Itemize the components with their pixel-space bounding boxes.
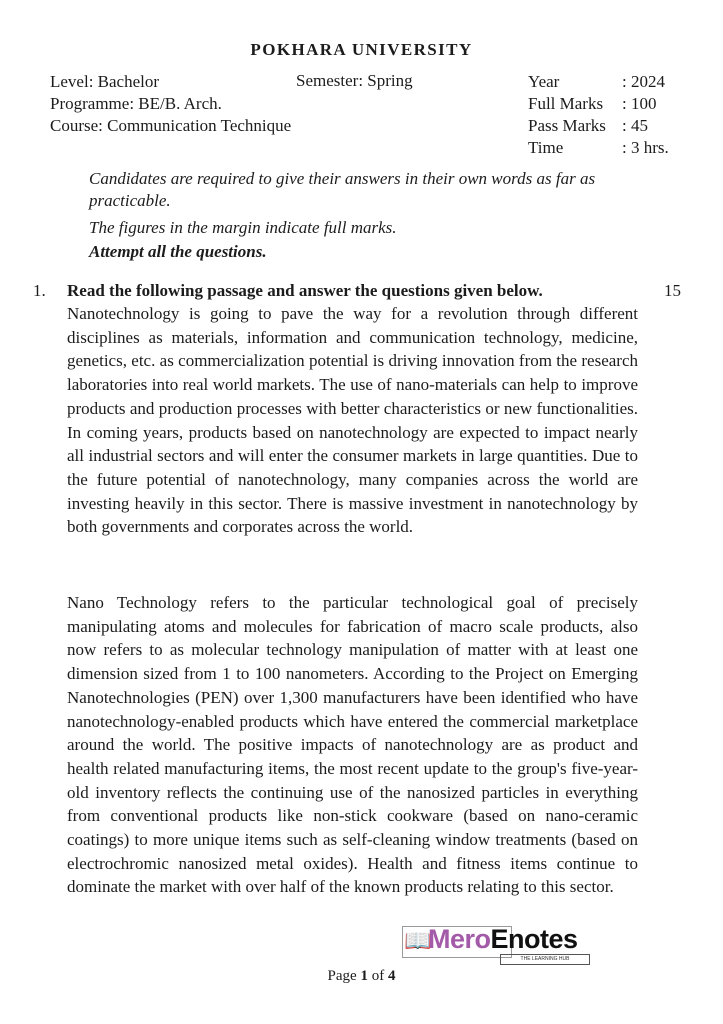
detail-key: Time xyxy=(528,138,564,157)
current-page: 1 xyxy=(360,968,368,984)
programme-label: Programme: BE/B. Arch. xyxy=(50,94,222,113)
meroenotes-watermark xyxy=(400,922,590,962)
detail-key: Year xyxy=(528,72,560,91)
instruction-own-words: Candidates are required to give their answers in their own words as far as practicable. xyxy=(89,169,596,210)
detail-key: Full Marks xyxy=(528,94,604,113)
full-marks-row xyxy=(528,93,669,115)
detail-value: : 45 xyxy=(622,116,648,135)
year-row xyxy=(528,71,669,93)
detail-key: Pass Marks xyxy=(528,116,606,135)
university-title: POKHARA UNIVERSITY xyxy=(250,40,473,59)
logo-mero: Mero xyxy=(428,924,491,954)
question-marks: 15 xyxy=(664,281,681,300)
passage-paragraph-2: Nano Technology refers to the particular technological goal of precisely manipulating atoms and molecules for fabrication of macro scale products, also now refers to as molecular technology manipulation of matter with at least one dimension sized from 1 to 100 nanometers. According to the Project on Emerging Nanotechnologies (PEN) over 1,300 manufacturers have been identified who have nanotechnology-enabled products which have entered the commercial marketplace around the world. The positive impacts of nanotechnology are as product and health related manufacturing items, the most recent update to the group's five-year-old inventory reflects the continuing use of the nanosized particles in everything from conventional products like non-stick cookware (based on nano-ceramic coatings) to more unique items such as self-cleaning window treatments (based on electrochromic nanosized metal oxides). Health and fitness items continue to dominate the market with over half of the known products relating to this sector. xyxy=(67,593,638,897)
time-row xyxy=(528,137,669,159)
page-footer xyxy=(0,968,723,985)
detail-value: : 3 hrs. xyxy=(622,138,669,157)
pencil-icon xyxy=(500,954,590,965)
instruction-attempt-all: Attempt all the questions. xyxy=(89,242,267,261)
logo-text xyxy=(428,924,578,955)
detail-value: : 2024 xyxy=(622,72,665,91)
reading-book-icon: 📖 xyxy=(404,928,432,953)
logo-enotes: Enotes xyxy=(490,924,578,954)
detail-value: : 100 xyxy=(622,94,657,113)
question-number: 1. xyxy=(33,281,46,300)
pass-marks-row xyxy=(528,115,669,137)
question-heading: Read the following passage and answer the questions given below. xyxy=(67,281,543,300)
semester-label: Semester: Spring xyxy=(296,71,413,90)
exam-details xyxy=(528,71,669,159)
level-label: Level: Bachelor xyxy=(50,72,160,91)
instruction-margin-marks: The figures in the margin indicate full marks. xyxy=(89,218,397,237)
logo-tagline: THE LEARNING HUB xyxy=(520,956,570,962)
passage-paragraph-1: Nanotechnology is going to pave the way for a revolution through different disciplines as materials, information and communication technology, medicine, genetics, etc. as commercialization potential is driving innovation from the research laboratories into real world markets. The use of nano-materials can help to improve products and production processes with better characteristics or new functionalities. In coming years, products based on nanotechnology are expected to impact nearly all industrial sectors and will enter the consumer markets in large quantities. Due to the future potential of nanotechnology, many companies across the world are investing heavily in this sector. There is massive investment in nanotechnology by both governments and corporates across the world. xyxy=(67,304,638,537)
of-word: of xyxy=(367,968,388,984)
page-word: Page xyxy=(327,968,361,984)
total-pages: 4 xyxy=(387,968,396,984)
course-label: Course: Communication Technique xyxy=(50,116,292,135)
